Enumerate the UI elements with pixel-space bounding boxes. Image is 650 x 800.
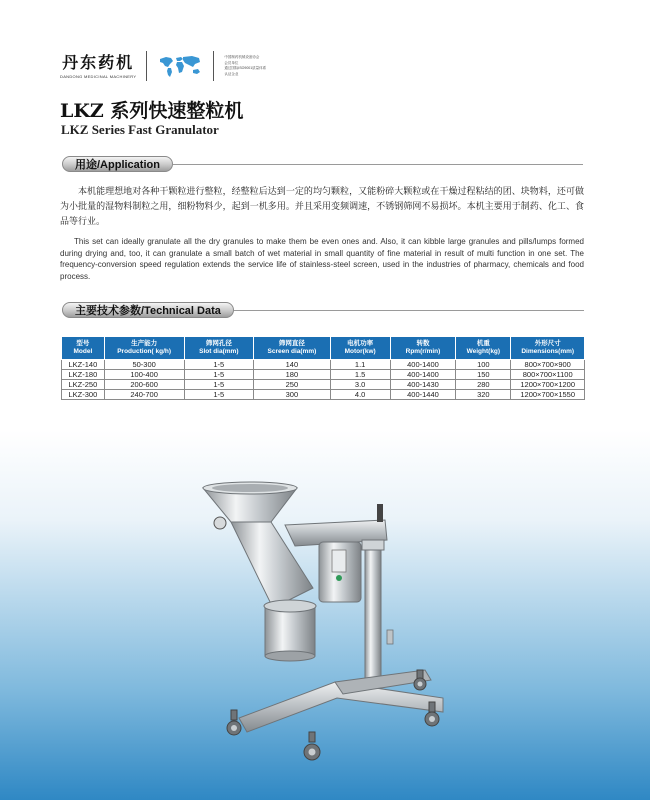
table-row [62,360,585,370]
technical-data-table [61,336,585,400]
table-cell: LKZ-140 [62,360,105,370]
table-cell: LKZ-180 [62,370,105,380]
table-cell: 4.0 [330,390,390,400]
table-cell: 200-600 [104,380,184,390]
table-cell: 1200×700×1550 [511,390,585,400]
table-cell: 1.1 [330,360,390,370]
company-logo [60,54,136,79]
table-cell: 400-1400 [390,360,456,370]
table-cell: 100 [456,360,511,370]
table-cell: 150 [456,370,511,380]
product-title-en: LKZ Series Fast Granulator [61,122,219,137]
application-text-cn: 本机能理想地对各种干颗粒进行整粒，经整粒后达到一定的均匀颗粒，又能粉碎大颗粒或在干燥过程粘结的团、块物料，还可做为小批量的湿物料制粒之用，细粉物料少，起到一机多用。并且采用变频调速，不锈钢筛网不易损坏。本机主要用于制药、化工、食品等行业。 [60,187,584,227]
table-cell: 1200×700×1200 [511,380,585,390]
column-header: 型号 Model [62,337,105,360]
technical-section-header [62,302,584,318]
table-cell: 400-1440 [390,390,456,400]
logo-cn-text: 丹东药机 [62,52,135,72]
association-notes [224,55,266,77]
table-row [62,380,585,390]
technical-heading: 主要技术参数/Technical Data [62,302,234,318]
table-cell: 250 [254,380,331,390]
table-cell: 300 [254,390,331,400]
product-title-cn: LKZ 系列快速整粒机 [60,100,244,122]
table-row [62,370,585,380]
application-section-header [62,156,583,172]
section-rule [173,164,583,165]
table-cell: 3.0 [330,380,390,390]
table-cell: 400-1430 [390,380,456,390]
table-header-row [62,337,585,360]
table-cell: 280 [456,380,511,390]
association-line: 中国制药机械设备协会 [224,55,260,59]
table-cell: 240-700 [104,390,184,400]
table-cell: 1-5 [184,370,254,380]
table-cell: 50-300 [104,360,184,370]
table-cell: 1-5 [184,390,254,400]
table-cell: LKZ-300 [62,390,105,400]
column-header: 机重 Weight(kg) [456,337,511,360]
header-divider-right [213,51,214,81]
table-cell: 100-400 [104,370,184,380]
logo-en-text: DANDONG MEDICINAL MACHINERY [60,73,137,79]
table-cell: 400-1400 [390,370,456,380]
world-map-icon [157,53,203,79]
granulator-machine-image [195,470,495,770]
association-line: 通过国际ISO9001质量体系 [224,66,267,70]
table-cell: 140 [254,360,331,370]
association-line: 会员单位 [224,60,239,65]
table-cell: 1.5 [330,370,390,380]
table-cell: LKZ-250 [62,380,105,390]
header-divider-left [146,51,147,81]
section-rule [234,310,584,311]
table-cell: 180 [254,370,331,380]
column-header: 电机功率 Motor(kw) [330,337,390,360]
column-header: 外形尺寸 Dimensions(mm) [511,337,585,360]
table-cell: 1-5 [184,380,254,390]
column-header: 筛网孔径 Slot dia(mm) [184,337,254,360]
column-header: 转数 Rpm(r/min) [390,337,456,360]
table-cell: 1-5 [184,360,254,370]
column-header: 生产能力 Production( kg/h) [104,337,184,360]
table-cell: 320 [456,390,511,400]
brand-header [60,48,266,84]
application-heading: 用途/Application [62,156,173,172]
table-cell: 800×700×1100 [511,370,585,380]
column-header: 筛网直径 Screen dia(mm) [254,337,331,360]
application-text-en: This set can ideally granulate all the dry granules to make them be even ones and. Also, it can kibble large granules and pills/lumps formed during drying and, too, it can granulate a small batch of wet material in small quantity of fine material in result of multi function in one set. The frequency-conversion speed regulation extends the service life of stainless-steel screen, used in the industries of pharmacy, chemicals and food process. [60,237,584,281]
association-line: 认证企业 [224,71,239,76]
table-cell: 800×700×900 [511,360,585,370]
table-row [62,390,585,400]
